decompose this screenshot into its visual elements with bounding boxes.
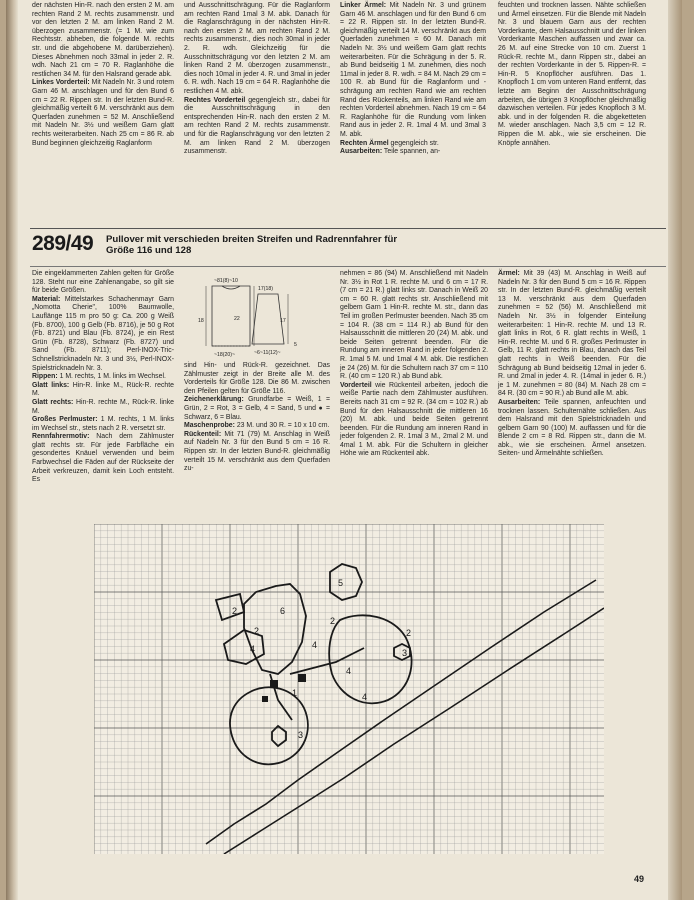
pattern-number: 289/49 (32, 232, 94, 255)
pattern-title: Pullover mit verschieden breiten Streifen und Radrennfahrer für Größe 116 und 128 (106, 234, 398, 256)
paragraph-text: Mit Nadeln Nr. 3 und grünem Garn 46 M. anschlagen und für den Bund 6 cm = 22 R. Rippen str. In der letzten Bund-R. gleichmäßig verteilt 14 M. verschränkt aus dem Querfaden zunehmen = 60 M. Danach mit Nadeln Nr. 3½ und weißem Garn glatt rechts weiterarbeiten. Für die Schrägung in der 5. R. ab Bund beidseitig 1 M. zunehmen, dies noch 11mal in jeder 8. R. wdh. = 84 M. Nach 29 cm = 100 R. ab Bund für die Raglanform und -schrägung am rechten Rand wie am rechten Rand des Rückenteils, am linken Rand wie am rechten Vorderteil abnehmen. Nach 19 cm = 64 R. Raglanhöhe für die Rundung vom linken Rand aus in jeder 2. R. 1mal 4 M. und 3mal 3 M. abk. (340, 2, 486, 138)
paragraph (32, 79, 174, 148)
schematic-label-mid: 22 (234, 316, 240, 322)
paragraph-text: 1 M. rechts, 1 M. links im Wechsel. (57, 373, 166, 381)
paragraph-text: Mit Nadeln Nr. 3 und rotem Garn 46 M. anschlagen und für den Bund 6 cm = 22 R. Rippen str. In der letzten Bund-R. gleichmäßig verteilt 6 M. verschränkt aus dem Querfaden zunehmen = 52 M. Anschließend mit Nadeln Nr. 3½ und weißem Garn glatt rechts weiterarbeiten. Nach 25 cm = 86 R. ab Bund beginnen gleichzeitig Raglanform (32, 79, 174, 147)
schematic-label-bottom: ~18(20)~ (214, 352, 236, 358)
paragraph-text: wie Rückenteil arbeiten, jedoch die weiße Partie nach dem Zählmuster ausführen. Bereits nach 31 cm = 92 R. (34 cm = 102 R.) ab Bund für den Halsausschnitt die mittleren 16 (20) M. abk. und beide Seiten getrennt beenden. Für die Rundung am inneren Rand in jeder folgenden 2. R. 1mal 3 M., 2mal 2 M. und 4mal 1 M. abk. Für die Schultern in gleicher Höhe wie am Rückenteil abk. (340, 381, 488, 458)
paragraph (32, 2, 174, 79)
paragraph (184, 362, 330, 396)
paragraph (340, 2, 486, 140)
chart-symbol: 4 (362, 692, 368, 702)
chart-symbol: 2 (254, 626, 260, 636)
paragraph (32, 416, 174, 433)
paragraph-heading: Linkes Vorderteil: (32, 79, 90, 87)
paragraph-text: nehmen = 86 (94) M. Anschließend mit Nadeln Nr. 3½ in Rot 1 R. rechte M. und 6 cm = 17 R. (7 cm = 21 R.) glatt links str. Danach in Weiß 20 cm = 60 R. glatt rechts str. Anschließend mit gelbem Garn 1 Hin-R. rechte M. str., dann das Teil im großen Perlmuster beenden. Nach 35 cm = 104 R. (38 cm = 114 R.) ab Bund für den Halsausschnitt die mittleren 20 (24) M. abk. und beide Seiten getrennt beenden. Für die Rundung am inneren Rand in jeder folgenden 2. R. 1mal 5 M. und 1mal 4 M. abk. Die restlichen je 24 (26) M. für die Schultern nach 37 cm = 110 R. (40 cm = 120 R.) ab Bund abk. (340, 270, 488, 381)
chart-symbol: 4 (346, 666, 352, 676)
column-1-mid (32, 270, 174, 485)
column-1-top (32, 2, 174, 148)
paragraph (32, 270, 174, 296)
schematic-label-top: ~81(8)~10 (214, 278, 238, 284)
paragraph-heading: Ärmel: (498, 270, 520, 277)
paragraph-heading: Rückenteil: (184, 430, 222, 438)
paragraph-text: und Ausschnittschrägung. Für die Raglanform am rechten Rand 1mal 3 M. abk. Danach für die Raglanschrägung in der nächsten Hin-R. nach den ersten 2 M. am rechten Rand 2 M. rechts zusammenstr., dies noch 30mal in jeder 2. R. wdh. Gleichzeitig für die Ausschnittschrägung vor den letzten 2 M. am linken Rand 2 M. überzogen zusammenstr., dies noch 10mal in jeder 4. R. und 3mal in jeder 6. R. wdh. Nach 19 cm = 64 R. Raglanhöhe die restlichen 4 M. abk. (184, 2, 330, 95)
paragraph-heading: Großes Perlmuster: (32, 416, 98, 424)
paragraph (32, 296, 174, 373)
paragraph-text: 1 M. rechts, 1 M. links im Wechsel str., stets nach 2 R. versetzt str. (32, 416, 174, 432)
paragraph-text: sind Hin- und Rück-R. gezeichnet. Das Zählmuster zeigt in der Breite alle M. des Vorderteils für Größe 128. Die 86 M. zwischen den Pfeilen gelten für Größe 116. (184, 362, 330, 395)
paragraph (340, 140, 486, 149)
paragraph (498, 270, 646, 399)
schematic-label-sleeve-bottom: ~6~11(12)~ (254, 350, 281, 356)
paragraph-text: Mit 71 (79) M. Anschlag in Weiß auf Nadeln Nr. 3 für den Bund 5 cm = 16 R. Rippen str. In der letzten Bund-R. gleichmäßig verteilt 15 M. verschränkt aus dem Querfaden zu- (184, 430, 330, 473)
paragraph-heading: Glatt rechts: (32, 398, 74, 406)
paragraph-text: Hin-R. rechte M., Rück-R. linke M. (32, 398, 174, 415)
paragraph-text: 23 M. und 30 R. = 10 x 10 cm. (234, 422, 330, 430)
paragraph (340, 148, 486, 157)
page-binding-shadow (6, 0, 18, 900)
header-rule (30, 266, 666, 267)
paragraph (340, 382, 488, 459)
paragraph-heading: Vorderteil (340, 381, 372, 389)
column-4-mid (498, 270, 646, 459)
schematic-label-left: 18 (198, 318, 204, 324)
paragraph (32, 433, 174, 485)
paragraph-heading: Material: (32, 295, 61, 303)
chart-symbol: 6 (280, 606, 286, 616)
paragraph-text: Die eingeklammerten Zahlen gelten für Größe 128. Steht nur eine Zahlenangabe, so gilt sie für beide Größen. (32, 270, 174, 295)
paragraph-text: feuchten und trocknen lassen. Nähte schließen und Ärmel einsetzen. Für die Blende mit Nadeln Nr. 3 und blauem Garn aus der rechten Vorderkante, dem Halsausschnitt und der linken Vorderkante Maschen auffassen und zwar ca. 26 M. auf eine Strecke von 10 cm. Zuerst 1 Rück-R. rechte M., dann Rippen str., dabei an der rechten Vorderkante in der 5. Rippen-R. = Hin-R. 5 Knopflöcher ausführen. Das 1. Knopfloch 1 cm vom unteren Rand entfernt, das letzte am Beginn der Ausschnittschrägung arbeiten, die übrigen 3 Knopflöcher gleichmäßig dazwischen verteilen. Für jedes Knopfloch 3 M. abk. und in der folgenden R. die abgeketteten M. wieder anschlagen. Nach 3,5 cm = 12 R. Rippen die M. abk., wie sie erscheinen. Die Knöpfe annähen. (498, 2, 646, 147)
magazine-page (6, 0, 682, 900)
schematic-label-sleeve-top: 17(18) (258, 286, 273, 292)
knitting-chart (94, 524, 604, 854)
paragraph (184, 431, 330, 474)
paragraph (32, 399, 174, 416)
paragraph (184, 97, 330, 157)
paragraph-heading: Ausarbeiten: (498, 398, 541, 406)
paragraph-heading: Rechten Ärmel (340, 139, 389, 147)
chart-symbol: 5 (338, 578, 344, 588)
paragraph (32, 382, 174, 399)
paragraph-text: Hin-R. linke M., Rück-R. rechte M. (32, 381, 175, 398)
paragraph (498, 2, 646, 148)
chart-symbol: 4 (312, 640, 318, 650)
paragraph-heading: Zeichenerklärung: (184, 396, 244, 404)
paragraph-heading: Rechtes Vorderteil (184, 96, 246, 104)
column-4-top (498, 2, 646, 148)
paragraph-heading: Maschenprobe: (184, 422, 235, 430)
pattern-header (32, 232, 652, 266)
column-2-mid (184, 362, 330, 474)
paragraph-text: Grundfarbe = Weiß, 1 = Grün, 2 = Rot, 3 = Gelb, 4 = Sand, 5 und ● = Schwarz, 6 = Blau. (184, 396, 330, 421)
paragraph-heading: Glatt links: (32, 381, 70, 389)
column-2-top (184, 2, 330, 157)
paragraph-text: Teile spannen, an- (382, 148, 441, 156)
paragraph-heading: Rennfahrermotiv: (32, 433, 90, 441)
section-divider (30, 228, 666, 229)
page-number: 49 (634, 874, 645, 884)
chart-symbol: 2 (406, 628, 412, 638)
paragraph-text: gegengleich str. (388, 139, 439, 147)
schematic-label-sleeve: 17 (280, 318, 286, 324)
page-right-edge (668, 0, 682, 900)
paragraph (340, 270, 488, 382)
paragraph (498, 399, 646, 459)
paragraph-heading: Rippen: (32, 373, 58, 381)
column-3-top (340, 2, 486, 157)
chart-symbol: 4 (250, 644, 256, 654)
schematic-label-cuff: 5 (294, 342, 297, 348)
chart-symbol: 1 (292, 688, 298, 698)
chart-symbol: 3 (402, 648, 408, 658)
paragraph (32, 373, 174, 382)
chart-symbol: 2 (232, 606, 238, 616)
paragraph-text: Nach dem Zählmuster glatt rechts str. Für jede Farbfläche ein gesondertes Knäuel verwenden und beim Farbwechsel die Fäden auf der Rückseite der Arbeit verkreuzen, damit kein Loch entsteht. Es (32, 433, 174, 484)
paragraph (184, 422, 330, 431)
paragraph-text: Teile spannen, anfeuchten und trocknen lassen. Schulternähte schließen. Aus dem Halsrand mit den Spielstricknadeln und gelbem Garn 90 (100) M. auffassen und für die Blende 2 cm = 8 Rd. Rippen str., dann die M. abk., wie sie erscheinen. Ärmel ansetzen. Seiten- und Ärmelnähte schließen. (498, 398, 646, 458)
paragraph (184, 2, 330, 97)
paragraph-heading: Linker Ärmel: (340, 2, 387, 9)
paragraph-heading: Ausarbeiten: (340, 148, 383, 156)
paragraph-text: der nächsten Hin-R. nach den ersten 2 M. am rechten Rand 2 M. rechts zusammenstr. und vor den letzten 2 M. am linken Rand 2 M. überzogen zusammenstr. (= 1 M. wie zum Rechtsstr. abheben, die folgende M. rechts str. und die abgehobene M. darüberziehen). Dieses Abnehmen noch 33mal in jeder 2. R. wdh. Nach 21 cm = 70 R. Raglanhöhe die restlichen 34 M. für den Halsrand gerade abk. (32, 2, 174, 78)
paragraph-text: Mit 39 (43) M. Anschlag in Weiß auf Nadeln Nr. 3 für den Bund 5 cm = 16 R. Rippen str. In der letzten Bund-R. gleichmäßig verteilt 13 M. verschränkt aus dem Querfaden zunehmen = 52 (56) M. Anschließend mit Nadeln Nr. 3½ in folgender Einteilung weiterarbeiten: 1 Hin-R. rechte M. und 13 R. glatt links in Rot, 6 R. glatt rechts in Weiß, 1 Hin-R. rechte M. und 6 R. großes Perlmuster in Gelb, 11 R. glatt rechts in Blau, danach das Teil glatt rechts in Weiß beenden. Für die Schrägung ab Bund beidseitig 12mal in jeder 6. R. und 2mal in jeder 4. R. (14mal in jeder 6. R.) je 1 M. zunehmen = 80 (84) M. Nach 28 cm = 84 R. (30 cm = 90 R.) ab Bund alle M. abk. (498, 270, 646, 398)
size-schematic (194, 272, 322, 360)
paragraph (184, 396, 330, 422)
paragraph-text: Mittelstarkes Schachenmayr Garn „Nomotta Cherie", 100% Baumwolle, Lauflänge 115 m pro 50 g: Ca. 200 g Weiß (Fb. 8700), 100 g Gelb (Fb. 8716), je 50 g Rot (Fb. 8721) und Blau (Fb. 8724), je ein Rest Grün (Fb. 8728), Schwarz (Fb. 8727) und Sand (Fb. 8711); Perl-INOX-Tric-Schnellstricknadeln Nr. 3 und 3½, Perl-INOX-Spielstricknadeln Nr. 3. (32, 295, 174, 372)
column-3-mid (340, 270, 488, 459)
chart-symbol: 3 (298, 730, 304, 740)
paragraph-text: gegengleich str., dabei für die Ausschnittschrägung in den entsprechenden Hin-R. nach den ersten 2 M. am rechten Rand 2 M. rechts zusammenstr. und für die Raglanschrägung vor den letzten 2 M. am linken Rand 2 M. überzogen zusammenstr. (184, 96, 330, 156)
chart-symbol: 2 (330, 616, 336, 626)
